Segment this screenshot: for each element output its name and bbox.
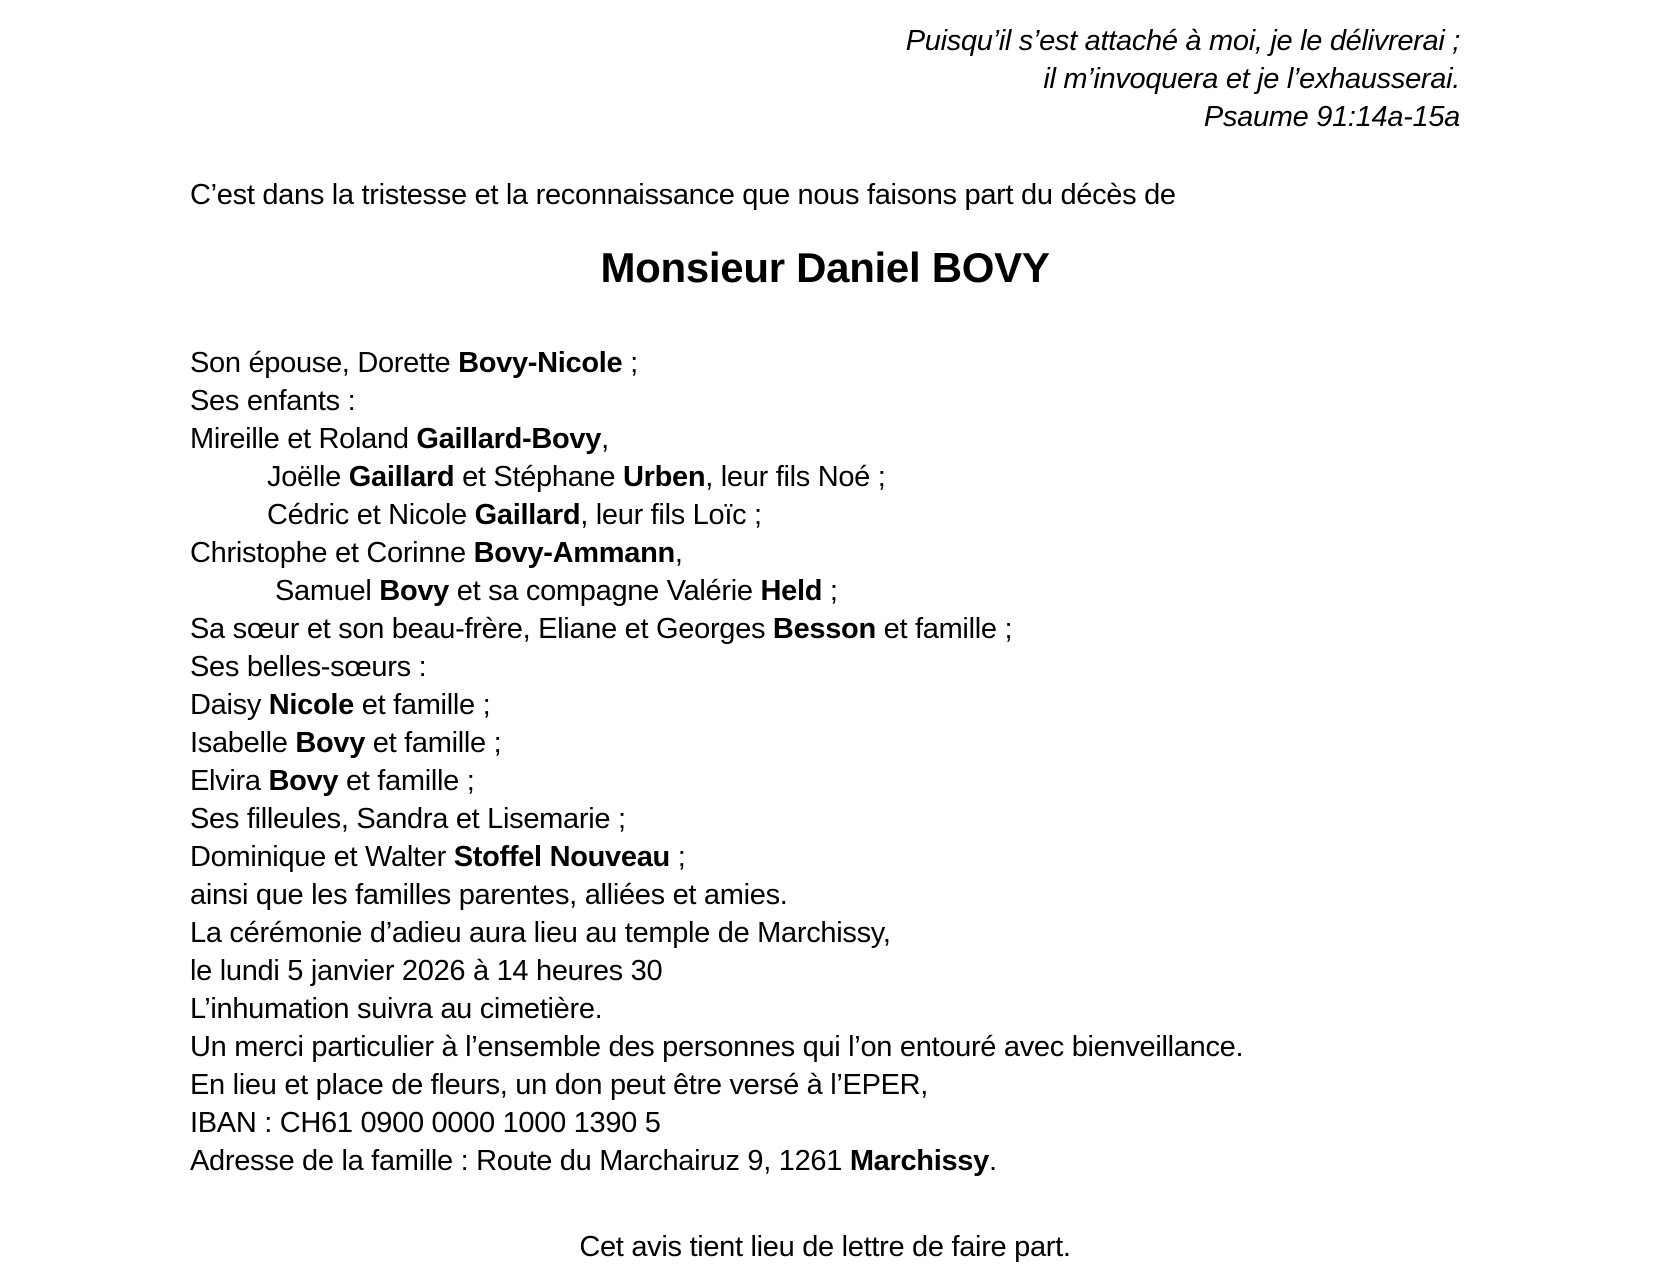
body-text: Cédric et Nicole bbox=[267, 499, 475, 531]
body-text: Son épouse, Dorette bbox=[190, 347, 459, 379]
body-text: IBAN : CH61 0900 0000 1000 1390 5 bbox=[190, 1107, 661, 1139]
body-text: Joëlle bbox=[267, 461, 349, 493]
body-text: ; bbox=[622, 347, 638, 379]
body-text: L’inhumation suivra au cimetière. bbox=[190, 993, 603, 1025]
body-line bbox=[190, 610, 1460, 648]
family-surname: Bovy bbox=[379, 575, 450, 607]
family-surname: Bovy bbox=[268, 765, 339, 797]
family-surname: Gaillard bbox=[474, 499, 581, 531]
family-surname: Bovy bbox=[295, 727, 366, 759]
body-line bbox=[190, 382, 1460, 420]
body-line bbox=[190, 572, 1460, 610]
body-text: ainsi que les familles parentes, alliées et amies. bbox=[190, 879, 788, 911]
deceased-name-title: Monsieur Daniel BOVY bbox=[600, 244, 1050, 291]
body-line bbox=[190, 800, 1460, 838]
body-text: En lieu et place de fleurs, un don peut être versé à l’EPER, bbox=[190, 1069, 929, 1101]
body-text: , bbox=[674, 537, 683, 569]
body-line bbox=[190, 648, 1460, 686]
body-text: Elvira bbox=[190, 765, 269, 797]
body-text: , leur fils Loïc ; bbox=[580, 499, 762, 531]
body-text: et Stéphane bbox=[454, 461, 623, 493]
family-surname: Besson bbox=[772, 613, 876, 645]
epigraph-line: Puisqu’il s’est attaché à moi, je le délivrerai ; bbox=[905, 25, 1460, 57]
body-line bbox=[190, 534, 1460, 572]
family-and-ceremony-text bbox=[190, 344, 1460, 1180]
family-surname: Marchissy bbox=[849, 1145, 989, 1177]
body-text: ; bbox=[822, 575, 838, 607]
body-text: et famille ; bbox=[354, 689, 491, 721]
family-surname: Gaillard-Bovy bbox=[416, 423, 602, 455]
body-line bbox=[190, 990, 1460, 1028]
epigraph-line: il m’invoquera et je l’exhausserai. bbox=[1043, 63, 1460, 95]
body-line bbox=[190, 724, 1460, 762]
body-text: Sa sœur et son beau-frère, Eliane et Georges bbox=[190, 613, 773, 645]
body-text: , leur fils Noé ; bbox=[705, 461, 886, 493]
announcement-intro: C’est dans la tristesse et la reconnaissance que nous faisons part du décès de bbox=[190, 179, 1176, 211]
body-text: Mireille et Roland bbox=[190, 423, 417, 455]
body-text: Ses enfants : bbox=[190, 385, 356, 417]
body-line bbox=[190, 952, 1460, 990]
family-surname: Held bbox=[760, 575, 823, 607]
body-text: Dominique et Walter bbox=[190, 841, 454, 873]
body-text: ; bbox=[669, 841, 686, 873]
family-surname: Nicole bbox=[268, 689, 355, 721]
body-line bbox=[190, 762, 1460, 800]
body-line bbox=[190, 876, 1460, 914]
body-text: le lundi 5 janvier 2026 à 14 heures 30 bbox=[190, 955, 663, 987]
body-line bbox=[190, 1066, 1460, 1104]
body-text: et famille ; bbox=[338, 765, 475, 797]
body-text: Un merci particulier à l’ensemble des personnes qui l’on entouré avec bienveillance. bbox=[190, 1031, 1244, 1063]
family-surname: Bovy-Nicole bbox=[458, 347, 623, 379]
epigraph-verse-reference: Psaume 91:14a-15a bbox=[1203, 101, 1460, 133]
body-text: et famille ; bbox=[365, 727, 502, 759]
family-surname: Bovy-Ammann bbox=[473, 537, 675, 569]
family-surname: Gaillard bbox=[348, 461, 455, 493]
closing-statement: Cet avis tient lieu de lettre de faire part. bbox=[579, 1231, 1071, 1263]
body-line bbox=[190, 1104, 1460, 1142]
body-text: Isabelle bbox=[190, 727, 296, 759]
body-line bbox=[190, 458, 1460, 496]
body-text: Adresse de la famille : Route du Marchairuz 9, 1261 bbox=[190, 1145, 850, 1177]
body-line bbox=[190, 420, 1460, 458]
body-text: Samuel bbox=[275, 575, 380, 607]
body-line bbox=[190, 914, 1460, 952]
body-line bbox=[190, 838, 1460, 876]
body-line bbox=[190, 344, 1460, 382]
body-text: , bbox=[601, 423, 609, 455]
body-text: La cérémonie d’adieu aura lieu au temple de Marchissy, bbox=[190, 917, 891, 949]
body-line bbox=[190, 686, 1460, 724]
family-surname: Urben bbox=[622, 461, 706, 493]
body-text: Ses filleules, Sandra et Lisemarie ; bbox=[190, 803, 626, 835]
body-line bbox=[190, 496, 1460, 534]
body-text: Christophe et Corinne bbox=[190, 537, 474, 569]
body-line bbox=[190, 1142, 1460, 1180]
body-text: Ses belles-sœurs : bbox=[190, 651, 427, 683]
body-text: Daisy bbox=[190, 689, 269, 721]
body-line bbox=[190, 1028, 1460, 1066]
scripture-epigraph bbox=[190, 22, 1460, 136]
family-surname: Stoffel Nouveau bbox=[453, 841, 670, 873]
body-text: et famille ; bbox=[875, 613, 1013, 645]
body-text: et sa compagne Valérie bbox=[449, 575, 761, 607]
body-text: . bbox=[988, 1145, 997, 1177]
